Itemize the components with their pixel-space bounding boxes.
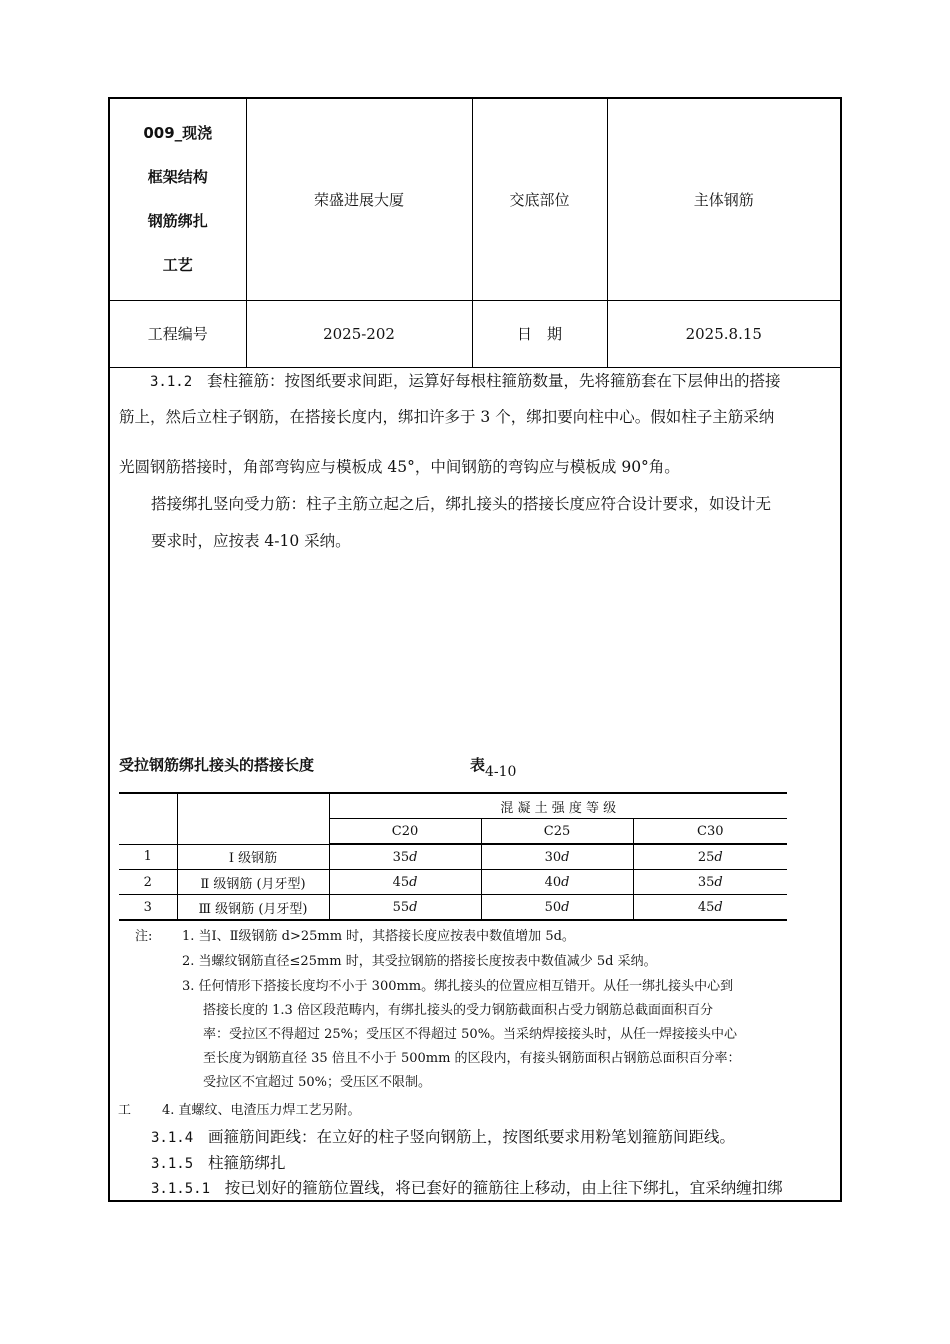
steel-type: Ⅲ 级钢筋 (月牙型) bbox=[177, 895, 329, 921]
grade-header: C20 bbox=[329, 819, 481, 845]
paragraph-line: 搭接绑扎竖向受力筋：柱子主筋立起之后，绑扎接头的搭接长度应符合设计要求，如设计无 bbox=[151, 495, 772, 513]
table-label bbox=[470, 754, 517, 780]
grade-header: C30 bbox=[633, 819, 787, 845]
project-name: 荣盛进展大厦 bbox=[246, 99, 472, 300]
grade-group-header: 混 凝 土 强 度 等 级 bbox=[329, 793, 787, 819]
lap-value: 50d bbox=[481, 895, 633, 921]
paragraph-line: 光圆钢筋搭接时，角部弯钩应与模板成 45°，中间钢筋的弯钩应与模板成 90°角。 bbox=[119, 458, 680, 476]
title-line: 钢筋绑扎 bbox=[147, 212, 208, 231]
note-3-cont: 受拉区不宜超过 50%；受压区不限制。 bbox=[203, 1075, 432, 1090]
title-line: 框架结构 bbox=[147, 168, 208, 187]
grade-header: C25 bbox=[481, 819, 633, 845]
step-line bbox=[151, 1176, 783, 1198]
section-number: 3.1.2 bbox=[150, 374, 193, 390]
note-3: 3. 任何情形下搭接长度均不小于 300mm。绑扎接头的位置应相互错开。从任一绑扎接头中心到 bbox=[182, 979, 734, 994]
table-label-number: 4-10 bbox=[485, 764, 517, 780]
document-title bbox=[110, 99, 246, 300]
location-label: 交底部位 bbox=[472, 99, 607, 300]
step-text: 柱箍筋绑扎 bbox=[207, 1154, 286, 1172]
steel-type: Ⅱ 级钢筋 (月牙型) bbox=[177, 870, 329, 895]
section-number: 3.1.4 bbox=[151, 1130, 194, 1146]
note-1: 1. 当Ⅰ、Ⅱ级钢筋 d>25mm 时，其搭接长度应按表中数值增加 5d。 bbox=[182, 929, 575, 944]
lap-value: 25d bbox=[633, 844, 787, 870]
project-no-value: 2025-202 bbox=[246, 300, 472, 367]
lap-value: 45d bbox=[633, 895, 787, 921]
lap-value: 45d bbox=[329, 870, 481, 895]
note-2: 2. 当螺纹钢筋直径≤25mm 时，其受拉钢筋的搭接长度按表中数值减少 5d 采纳。 bbox=[182, 954, 657, 969]
location-value: 主体钢筋 bbox=[607, 99, 840, 300]
paragraph-line bbox=[150, 369, 780, 391]
note-3-cont: 率：受拉区不得超过 25%；受压区不得超过 50%。当采纳焊接接头时，从任一焊接接头中心 bbox=[203, 1027, 738, 1042]
lap-value: 55d bbox=[329, 895, 481, 921]
title-line: 工艺 bbox=[162, 256, 193, 275]
step-line bbox=[151, 1151, 285, 1173]
note-4-prefix: 工 bbox=[118, 1103, 132, 1118]
lap-value: 30d bbox=[481, 844, 633, 870]
paragraph-line: 要求时，应按表 4-10 采纳。 bbox=[151, 532, 351, 550]
row-number: 3 bbox=[119, 895, 177, 921]
row-number: 1 bbox=[119, 844, 177, 870]
note-4: 4. 直螺纹、电渣压力焊工艺另附。 bbox=[162, 1103, 361, 1118]
title-line: 009_现浇 bbox=[143, 124, 213, 143]
row-number: 2 bbox=[119, 870, 177, 895]
header-table bbox=[110, 99, 840, 368]
lap-value: 35d bbox=[329, 844, 481, 870]
table-label-text: 表 bbox=[470, 756, 486, 774]
lap-length-table bbox=[119, 792, 787, 921]
header-blank bbox=[119, 793, 177, 844]
note-3-cont: 搭接长度的 1.3 倍区段范畴内，有绑扎接头的受力钢筋截面积占受力钢筋总截面面积百分 bbox=[203, 1003, 713, 1018]
header-blank bbox=[177, 793, 329, 844]
steel-type: Ⅰ 级钢筋 bbox=[177, 844, 329, 870]
step-line bbox=[151, 1125, 735, 1147]
step-text: 画箍筋间距线：在立好的柱子竖向钢筋上，按图纸要求用粉笔划箍筋间距线。 bbox=[207, 1128, 735, 1146]
lap-value: 35d bbox=[633, 870, 787, 895]
note-3-cont: 至长度为钢筋直径 35 倍且不小于 500mm 的区段内，有接头钢筋面积占钢筋总面积百分率： bbox=[203, 1051, 741, 1066]
section-number: 3.1.5.1 bbox=[151, 1181, 211, 1197]
document-frame bbox=[108, 97, 842, 1202]
step-text: 按已划好的箍筋位置线，将已套好的箍筋往上移动，由上往下绑扎，宜采纳缠扣绑 bbox=[224, 1179, 783, 1197]
date-value: 2025.8.15 bbox=[607, 300, 840, 367]
date-label: 日 期 bbox=[472, 300, 607, 367]
project-no-label: 工程编号 bbox=[110, 300, 246, 367]
paragraph-line: 筋上，然后立柱子钢筋，在搭接长度内，绑扣许多于 3 个，绑扣要向柱中心。假如柱子主筋采纳 bbox=[119, 408, 775, 426]
section-number: 3.1.5 bbox=[151, 1156, 194, 1172]
paragraph-text: 套柱箍筋：按图纸要求间距，运算好每根柱箍筋数量，先将箍筋套在下层伸出的搭接 bbox=[206, 372, 781, 390]
lap-value: 40d bbox=[481, 870, 633, 895]
table-caption: 受拉钢筋绑扎接头的搭接长度 bbox=[119, 756, 315, 774]
notes-label: 注: bbox=[135, 929, 153, 944]
